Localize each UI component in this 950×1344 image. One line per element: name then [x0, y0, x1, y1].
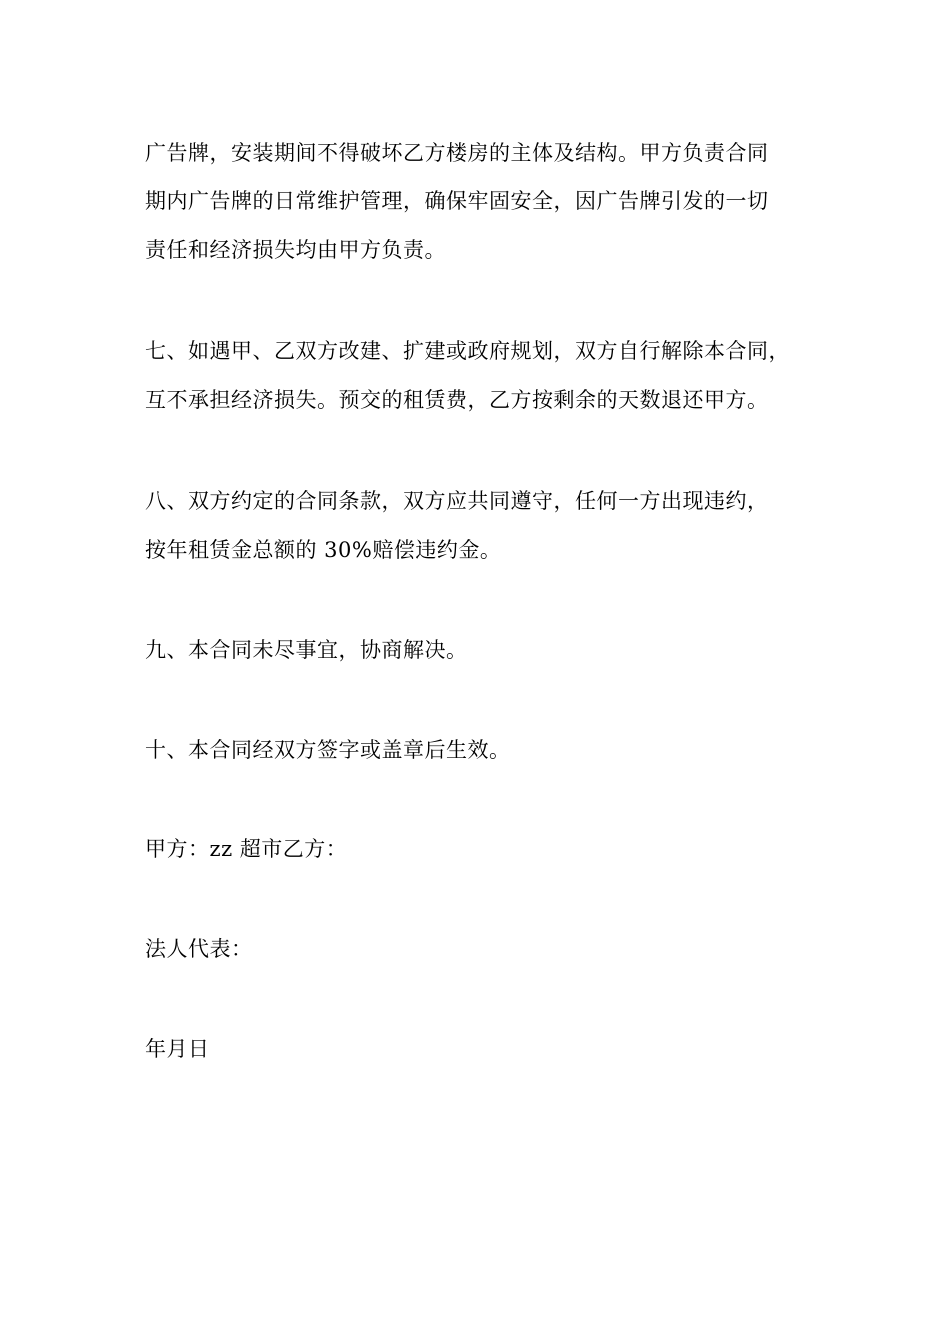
paragraph-line: 广告牌，安装期间不得破坏乙方楼房的主体及结构。甲方负责合同	[145, 141, 769, 165]
clause-9-line: 九、本合同未尽事宜，协商解决。	[145, 638, 468, 662]
signature-date: 年月日	[145, 1037, 210, 1061]
signature-legal-representative: 法人代表：	[145, 937, 253, 961]
signature-parties: 甲方：zz 超市乙方：	[145, 837, 348, 861]
paragraph-line: 责任和经济损失均由甲方负责。	[145, 238, 446, 262]
clause-7-line: 互不承担经济损失。预交的租赁费，乙方按剩余的天数退还甲方。	[145, 388, 769, 412]
clause-10-line: 十、本合同经双方签字或盖章后生效。	[145, 738, 511, 762]
clause-8-line: 按年租赁金总额的 30%赔偿违约金。	[145, 538, 502, 562]
clause-7-line: 七、如遇甲、乙双方改建、扩建或政府规划，双方自行解除本合同，	[145, 339, 790, 363]
clause-8-line: 八、双方约定的合同条款，双方应共同遵守，任何一方出现违约，	[145, 489, 769, 513]
paragraph-line: 期内广告牌的日常维护管理，确保牢固安全，因广告牌引发的一切	[145, 189, 769, 213]
